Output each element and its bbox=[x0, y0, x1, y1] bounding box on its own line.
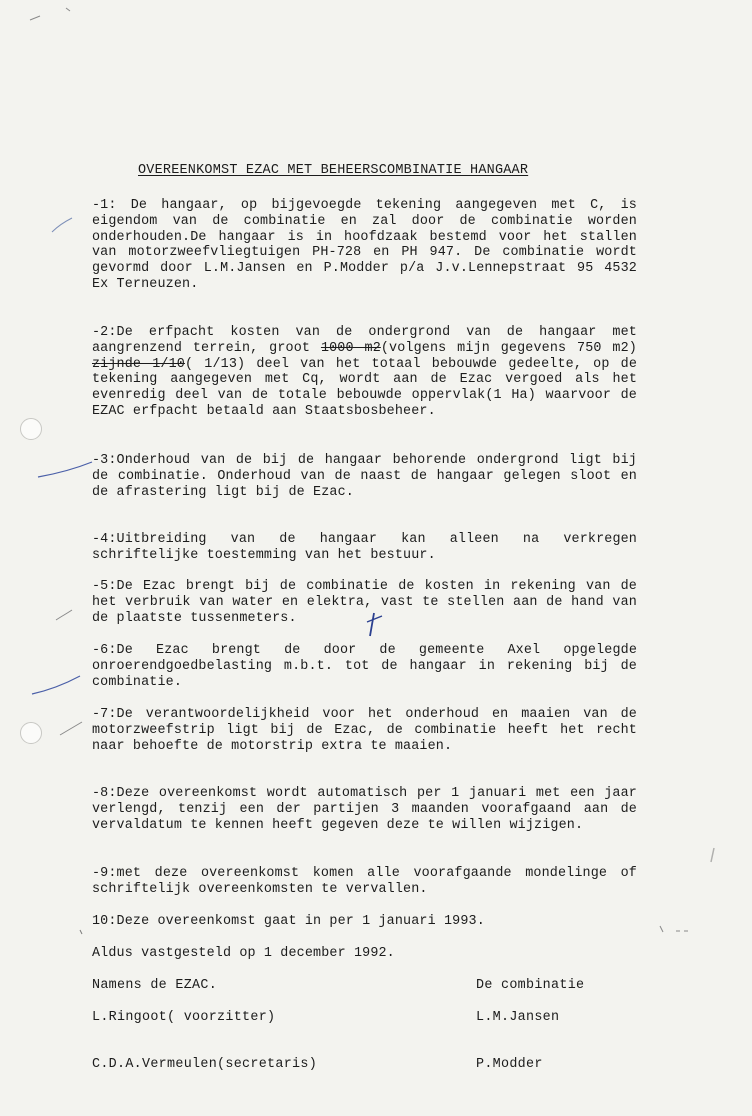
article-6: -6:De Ezac brengt de door de gemeente Axel opgelegde onroerendgoedbelasting m.b.t. tot de hangaar in rekening bij de combinatie. bbox=[92, 643, 637, 690]
article-2 bbox=[92, 325, 637, 420]
punch-hole-top bbox=[20, 418, 42, 440]
article-2-struck-area: 1000 m2 bbox=[320, 340, 381, 356]
document-title: OVEREENKOMST EZAC MET BEHEERSCOMBINATIE HANGAAR bbox=[138, 163, 529, 178]
article-9: -9:met deze overeenkomst komen alle voorafgaande mondelinge of schriftelijk overeenkomsten te vervallen. bbox=[92, 866, 637, 897]
signatory-chairman: L.Ringoot( voorzitter) bbox=[92, 1010, 276, 1025]
combination-signatory-heading: De combinatie bbox=[476, 978, 585, 993]
article-1: -1: De hangaar, op bijgevoegde tekening aangegeven met C, is eigendom van de combinatie en zal door de combinatie worden onderhouden.De hangaar is in hoofdzaak bestemd voor het stallen van motorzweefvliegtuigen PH-728 en PH 947. De combinatie wordt gevormd door L.M.Jansen en P.Modder p/a J.v.Lennepstraat 95 4532 Ex Terneuzen. bbox=[92, 198, 637, 292]
article-2-struck-fraction: zijnde 1/10 bbox=[92, 356, 185, 372]
signatory-jansen: L.M.Jansen bbox=[476, 1010, 560, 1025]
ezac-signatory-heading: Namens de EZAC. bbox=[92, 978, 218, 993]
article-7: -7:De verantwoordelijkheid voor het onderhoud en maaien van de motorzweefstrip ligt bij de Ezac, de combinatie heeft het recht naar behoefte de motorstrip extra te maaien. bbox=[92, 707, 637, 754]
article-4: -4:Uitbreiding van de hangaar kan alleen na verkregen schriftelijke toestemming van het bestuur. bbox=[92, 532, 637, 563]
article-5: -5:De Ezac brengt bij de combinatie de kosten in rekening van de het verbruik van water en elektra, vast te stellen aan de hand van de plaatste tussenmeters. bbox=[92, 579, 637, 626]
article-2-part-2: (volgens mijn gegevens 750 m2) bbox=[380, 340, 637, 356]
article-8: -8:Deze overeenkomst wordt automatisch per 1 januari met een jaar verlengd, tenzij een der partijen 3 maanden voorafgaand aan de vervaldatum te kennen heeft gegeven deze te willen wijzigen. bbox=[92, 786, 637, 833]
signatory-modder: P.Modder bbox=[476, 1057, 543, 1072]
article-3: -3:Onderhoud van de bij de hangaar behorende ondergrond ligt bij de combinatie. Onderhoud van de naast de hangaar gelegen sloot en de afrastering ligt bij de Ezac. bbox=[92, 453, 637, 500]
article-2-part-3: ( 1/13) deel van het totaal bebouwde gedeelte, op de tekening aangegeven met Cq, wordt aan de Ezac vergoed als het evenredig deel van de totale bebouwde oppervlak(1 Ha) waarvoor de EZAC erfpacht betaald aan Staatsbosbeheer. bbox=[92, 356, 638, 419]
established-statement: Aldus vastgesteld op 1 december 1992. bbox=[92, 946, 395, 961]
punch-hole-bottom bbox=[20, 722, 42, 744]
article-2-part-1: -2:De erfpacht kosten van de ondergrond van de hangaar met aangrenzend terrein, groot bbox=[92, 325, 637, 356]
signatory-secretary: C.D.A.Vermeulen(secretaris) bbox=[92, 1057, 318, 1072]
article-10: 10:Deze overeenkomst gaat in per 1 januari 1993. bbox=[92, 914, 485, 929]
